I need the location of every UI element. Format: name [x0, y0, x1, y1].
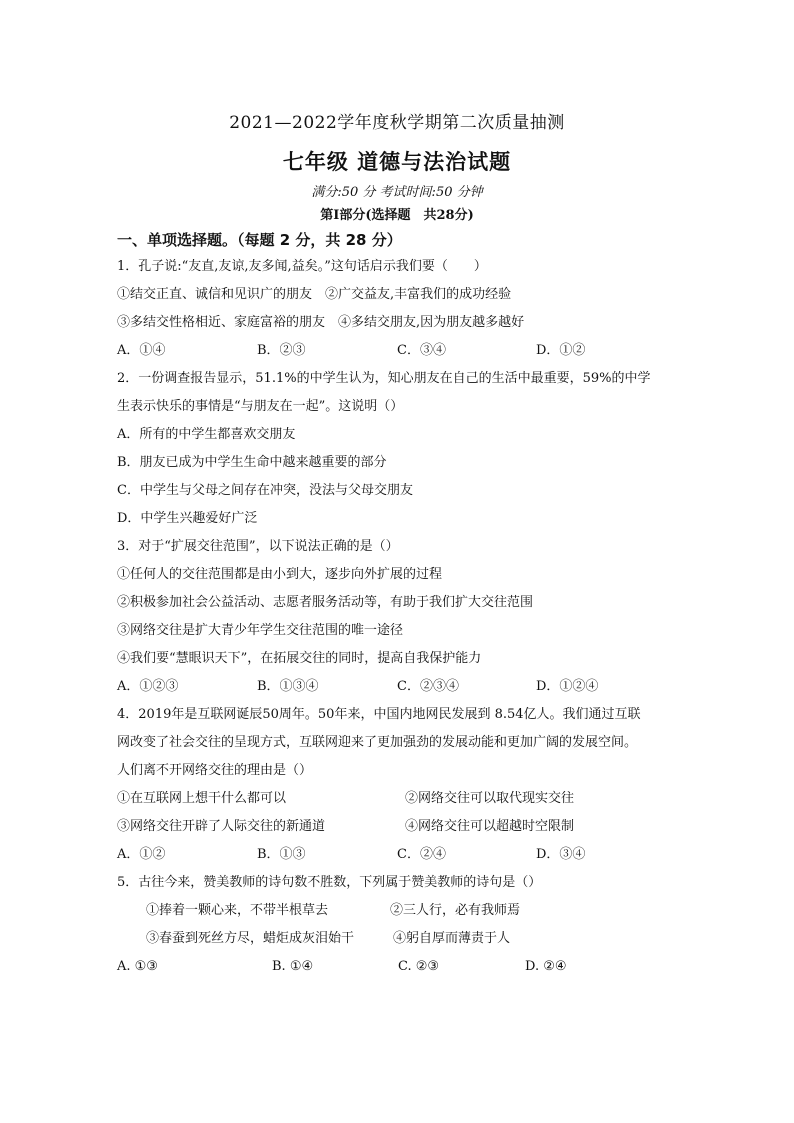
q3-option-b: B．①③④ [257, 679, 319, 694]
q3-stem: 3．对于“扩展交往范围”，以下说法正确的是（） [117, 539, 399, 554]
q4-item-4: ④网络交往可以超越时空限制 [405, 819, 575, 834]
q1-option-b: B．②③ [257, 343, 306, 358]
q4-item-3: ③网络交往开辟了人际交往的新通道 [117, 819, 326, 834]
score-time-line: 满分:50 分 考试时间:50 分钟 [311, 185, 483, 200]
q3-option-c: C．②③④ [397, 679, 459, 694]
q2-option-a: A．所有的中学生都喜欢交朋友 [117, 427, 296, 442]
q5-item-1: ①捧着一颗心来，不带半根草去 [146, 903, 329, 918]
q5-option-a: A. ①③ [117, 959, 158, 974]
q4-option-d: D．③④ [536, 847, 586, 862]
q2-stem-line-2: 生表示快乐的事情是“与朋友在一起”。这说明（） [117, 399, 404, 414]
q2-option-c: C．中学生与父母之间存在冲突，没法与父母交朋友 [117, 483, 413, 498]
q4-option-c: C．②④ [397, 847, 446, 862]
q4-stem-line-2: 网改变了社会交往的呈现方式，互联网迎来了更加强劲的发展动能和更加广阔的发展空间。 [117, 735, 638, 750]
q5-stem: 5．古往今来，赞美教师的诗句数不胜数，下列属于赞美教师的诗句是（） [117, 875, 542, 890]
section-title: 一、单项选择题。（每题 2 分，共 28 分） [117, 231, 402, 249]
q2-option-b: B．朋友已成为中学生生命中越来越重要的部分 [117, 455, 387, 470]
q5-option-d: D. ②④ [525, 959, 567, 974]
q3-item-1: ①任何人的交往范围都是由小到大，逐步向外扩展的过程 [117, 567, 443, 582]
q1-item-1: ①结交正直、诚信和见识广的朋友 ②广交益友,丰富我们的成功经验 [117, 287, 512, 302]
q1-option-d: D．①② [536, 343, 586, 358]
subject-title: 七年级 道德与法治试题 [282, 149, 512, 174]
q4-stem-line-3: 人们离不开网络交往的理由是（） [117, 763, 313, 778]
q5-option-c: C. ②③ [398, 959, 440, 974]
q3-item-3: ③网络交往是扩大青少年学生交往范围的唯一途径 [117, 623, 404, 638]
q3-option-d: D．①②④ [536, 679, 599, 694]
q5-item-3: ③春蚕到死丝方尽，蜡炬成灰泪始干 [146, 931, 355, 946]
q4-option-a: A．①② [117, 847, 166, 862]
q4-option-b: B．①③ [257, 847, 306, 862]
part-title: 第Ⅰ部分(选择题 共28分) [320, 208, 474, 223]
q1-option-a: A．①④ [117, 343, 166, 358]
q5-item-4: ④躬自厚而薄责于人 [393, 931, 511, 946]
q3-item-2: ②积极参加社会公益活动、志愿者服务活动等，有助于我们扩大交往范围 [117, 595, 534, 610]
q2-option-d: D．中学生兴趣爱好广泛 [117, 511, 258, 526]
q4-item-2: ②网络交往可以取代现实交往 [405, 791, 575, 806]
q5-option-b: B. ①④ [272, 959, 314, 974]
q2-stem-line-1: 2．一份调查报告显示，51.1%的中学生认为，知心朋友在自己的生活中最重要，59%的中学 [117, 371, 651, 386]
q3-item-4: ④我们要“慧眼识天下”，在拓展交往的同时，提高自我保护能力 [117, 651, 482, 666]
q4-stem-line-1: 4．2019年是互联网诞辰50周年。50年来，中国内地网民发展到 8.54亿人。我们通过互联 [117, 707, 641, 722]
q4-item-1: ①在互联网上想干什么都可以 [117, 791, 287, 806]
q3-option-a: A．①②③ [117, 679, 179, 694]
q1-item-2: ③多结交性格相近、家庭富裕的朋友 ④多结交朋友,因为朋友越多越好 [117, 315, 525, 330]
q1-option-c: C．③④ [397, 343, 446, 358]
q1-stem: 1．孔子说:“友直,友谅,友多闻,益矣。”这句话启示我们要（ ） [117, 259, 487, 274]
q5-item-2: ②三人行，必有我师焉 [390, 903, 521, 918]
exam-title: 2021—2022学年度秋学期第二次质量抽测 [229, 113, 565, 133]
